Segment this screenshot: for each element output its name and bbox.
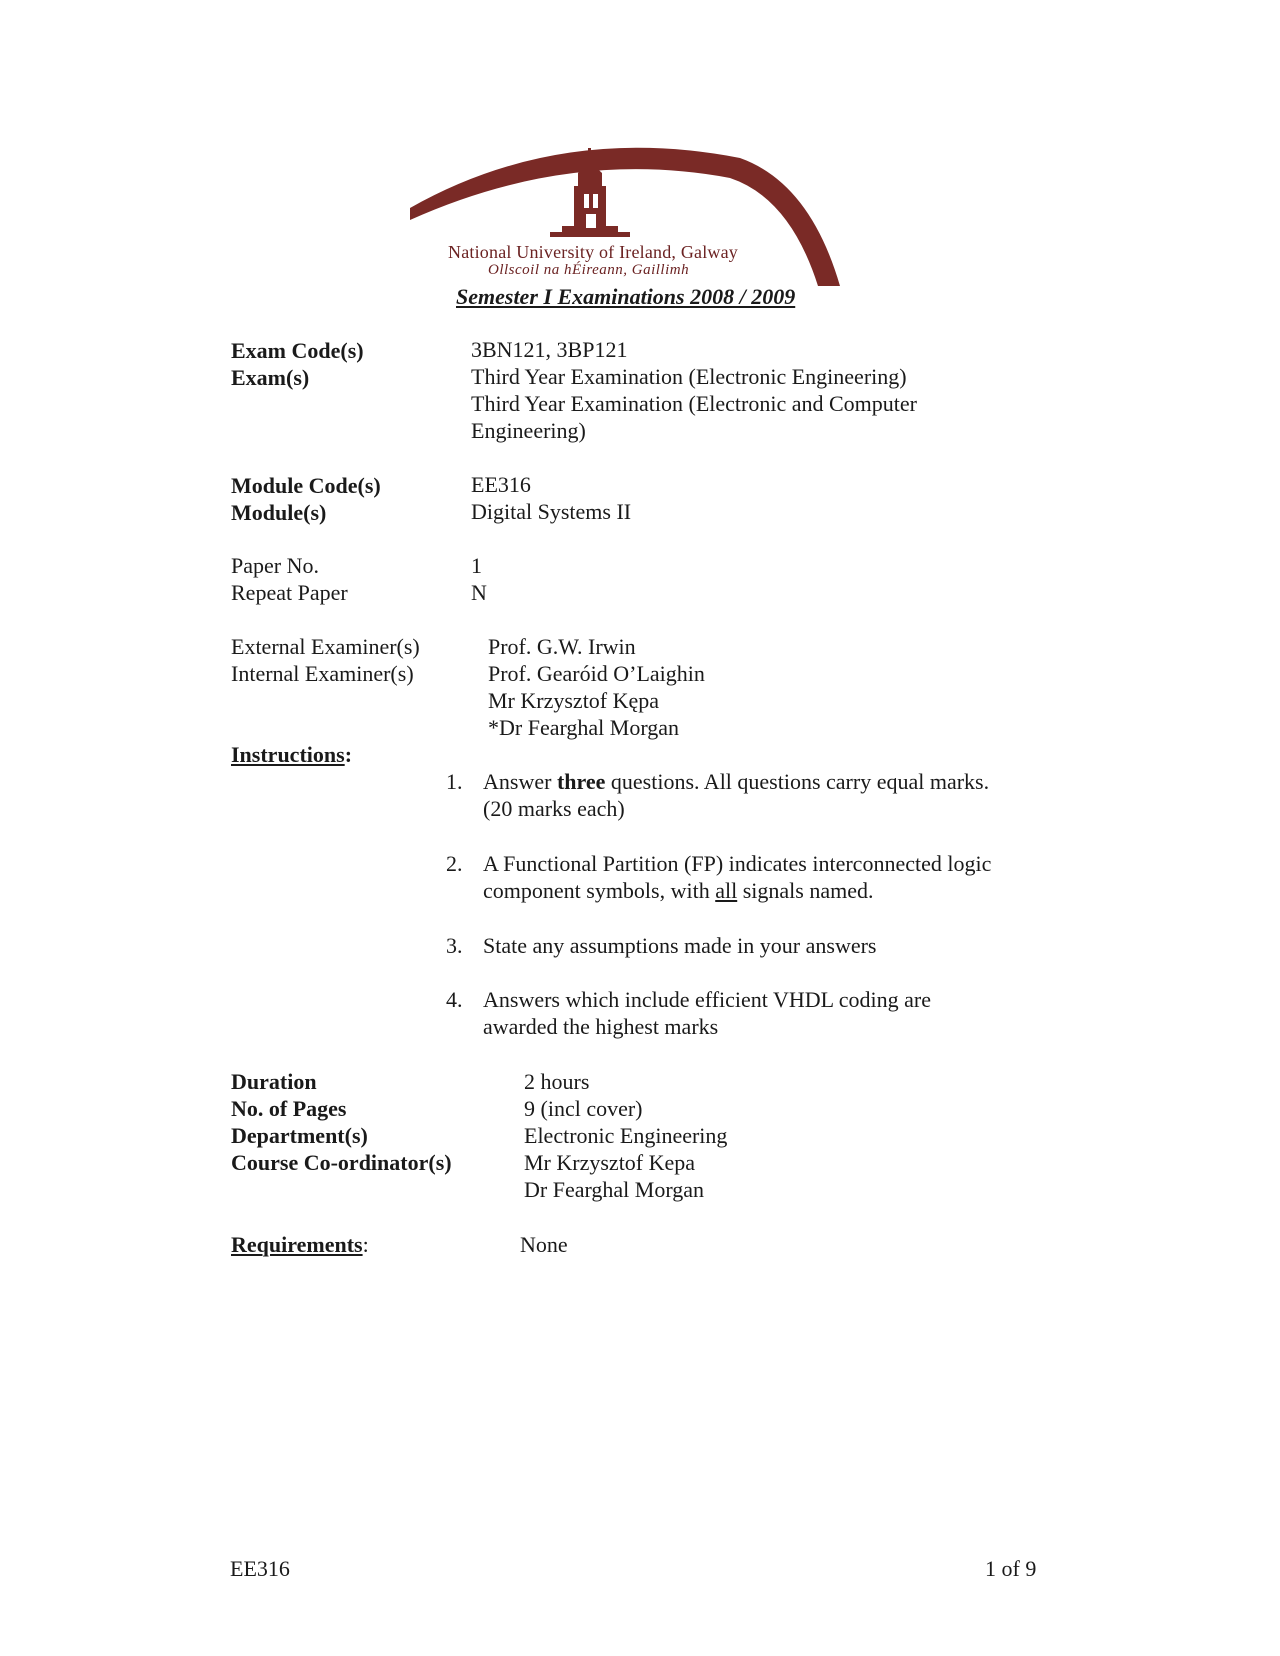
requirements-value: None bbox=[520, 1232, 568, 1257]
exam-codes-label: Exam Code(s) bbox=[231, 338, 364, 363]
instruction-number: 1. bbox=[446, 769, 463, 794]
repeat-paper-label: Repeat Paper bbox=[231, 580, 348, 605]
repeat-paper-value: N bbox=[471, 580, 487, 605]
coordinator-name: Mr Krzysztof Kepa bbox=[524, 1150, 696, 1175]
requirements-label: Requirements bbox=[231, 1232, 363, 1257]
instruction-line: Answers which include efficient VHDL coding are bbox=[483, 987, 932, 1012]
pages-value: 9 (incl cover) bbox=[524, 1096, 643, 1121]
duration-label: Duration bbox=[231, 1069, 317, 1094]
pages-label: No. of Pages bbox=[231, 1096, 347, 1121]
requirements-colon: : bbox=[362, 1232, 369, 1257]
paper-no-label: Paper No. bbox=[231, 553, 319, 578]
instructions-label: Instructions bbox=[231, 742, 345, 767]
instruction-number: 4. bbox=[446, 987, 463, 1012]
instruction-line: (20 marks each) bbox=[483, 796, 625, 821]
exam-semester-title: Semester I Examinations 2008 / 2009 bbox=[456, 284, 796, 309]
instructions-colon: : bbox=[344, 742, 353, 767]
module-codes-value: EE316 bbox=[471, 472, 531, 497]
examiner-name: Prof. G.W. Irwin bbox=[488, 634, 636, 659]
logo-irish-name: Ollscoil na hÉireann, Gaillimh bbox=[488, 262, 690, 278]
duration-value: 2 hours bbox=[524, 1069, 590, 1094]
footer-page-number: 1 of 9 bbox=[985, 1556, 1037, 1581]
exams-line: Third Year Examination (Electronic and Computer bbox=[471, 391, 917, 416]
requirements-heading bbox=[231, 1231, 369, 1258]
coordinator-name: Dr Fearghal Morgan bbox=[524, 1177, 705, 1202]
instructions-heading bbox=[231, 741, 352, 768]
examiner-name: Prof. Gearóid O’Laighin bbox=[488, 661, 705, 686]
external-examiner-label: External Examiner(s) bbox=[231, 634, 420, 659]
instruction-underlined-text: all bbox=[715, 878, 738, 903]
instruction-line: awarded the highest marks bbox=[483, 1014, 719, 1039]
examiner-name: Mr Krzysztof Kępa bbox=[488, 688, 660, 713]
internal-examiner-label: Internal Examiner(s) bbox=[231, 661, 414, 686]
instruction-line: A Functional Partition (FP) indicates interconnected logic bbox=[483, 851, 992, 876]
department-label: Department(s) bbox=[231, 1123, 368, 1148]
logo-university-name: National University of Ireland, Galway bbox=[448, 242, 739, 262]
coordinator-label: Course Co-ordinator(s) bbox=[231, 1150, 452, 1175]
instruction-number: 2. bbox=[446, 851, 463, 876]
instruction-line: State any assumptions made in your answers bbox=[483, 933, 877, 958]
modules-value: Digital Systems II bbox=[471, 499, 632, 524]
instruction-bold-text: three bbox=[556, 769, 606, 794]
instruction-text: signals named. bbox=[737, 878, 874, 903]
module-codes-label: Module Code(s) bbox=[231, 473, 381, 498]
instruction-text: questions. All questions carry equal marks. bbox=[605, 769, 990, 794]
department-value: Electronic Engineering bbox=[524, 1123, 728, 1148]
instruction-number: 3. bbox=[446, 933, 463, 958]
instruction-line bbox=[483, 877, 873, 904]
footer-module-code: EE316 bbox=[230, 1556, 290, 1581]
instruction-text: Answer bbox=[483, 769, 557, 794]
instruction-line bbox=[483, 768, 989, 795]
exams-line: Third Year Examination (Electronic Engineering) bbox=[471, 364, 907, 389]
examiner-name: *Dr Fearghal Morgan bbox=[488, 715, 680, 740]
paper-no-value: 1 bbox=[471, 553, 482, 578]
instruction-text: component symbols, with bbox=[483, 878, 716, 903]
exams-line: Engineering) bbox=[471, 418, 586, 443]
modules-label: Module(s) bbox=[231, 500, 327, 525]
exam-codes-value: 3BN121, 3BP121 bbox=[471, 337, 628, 362]
exams-label: Exam(s) bbox=[231, 365, 310, 390]
